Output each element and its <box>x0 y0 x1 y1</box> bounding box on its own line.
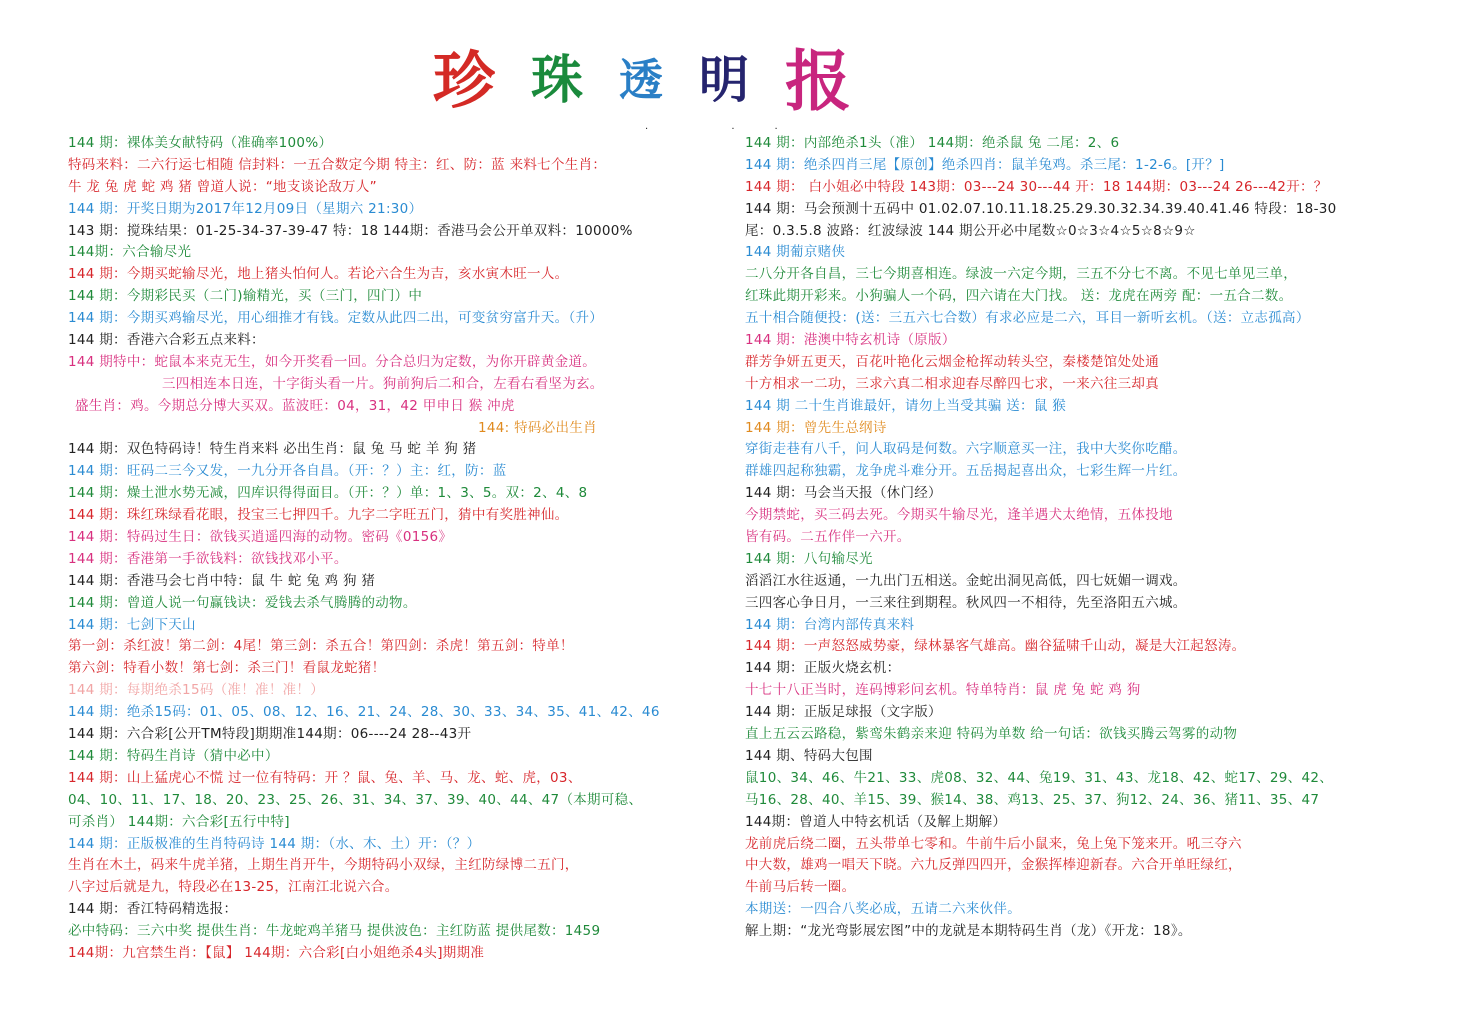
right-column <box>745 133 1435 943</box>
right-text-line: 144 期：台湾内部传真来料 <box>745 616 915 633</box>
left-text-line: 144 期：绝杀15码：01、05、08、12、16、21、24、28、30、33、34、35、41、42、46 <box>68 704 660 721</box>
right-text-line: 二八分开各自昌，三七今期喜相连。绿波一六定今期，三五不分七不离。不见七单见三单， <box>745 266 1297 283</box>
right-text-line: 144 期：曾先生总纲诗 <box>745 419 887 436</box>
left-text-line: 04、10、11、17、18、20、23、25、26、31、34、37、39、40、44、47（本期可稳、 <box>68 791 643 808</box>
right-text-line: 今期禁蛇，买三码去死。今期买牛输尽光，逢羊遇犬太绝情，五体投地 <box>745 507 1173 524</box>
right-text-line: 144 期、特码大包围 <box>745 747 873 764</box>
right-text-line: 直上五云云路稳，紫鸾朱鹤亲来迎 特码为单数 给一句话：欲钱买腾云驾雾的动物 <box>745 726 1238 743</box>
right-text-line: 144 期：一声怒怒威势豪，绿林暴客气雄高。幽谷猛啸千山动，凝是大江起怒涛。 <box>745 638 1246 655</box>
right-text-line: 马16、28、40、羊15、39、猴14、38、鸡13、25、37、狗12、24、36、猪11、35、47 <box>745 791 1320 808</box>
left-text-line: 144 期：开奖日期为2017年12月09日（星期六 21:30） <box>68 200 423 217</box>
left-text-line: 144 期：香港马会七肖中特：鼠 牛 蛇 兔 鸡 狗 猪 <box>68 572 376 589</box>
title-char: 报 <box>785 42 862 120</box>
newspaper-title <box>0 28 1320 123</box>
left-text-line: 144 期：六合彩[公开TM特段]期期准144期：06----24 28--43开 <box>68 726 472 743</box>
right-text-line: 144 期：港澳中特玄机诗（原版） <box>745 332 956 349</box>
left-text-line: 144: 特码必出生肖 <box>478 419 597 436</box>
left-text-line: 生肖在木土，码来牛虎羊猪，上期生肖开牛，今期特码小双绿，主红防绿博二五门， <box>68 857 579 874</box>
right-text-line: 解上期：“龙光弯影展宏图”中的龙就是本期特码生肖（龙）《开龙：18》。 <box>745 923 1192 940</box>
title-char: 珍 <box>432 44 505 117</box>
left-text-line: 144 期：今期买蛇输尽光，地上猪头怕何人。若论六合生为吉，亥水寅木旺一人。 <box>68 266 569 283</box>
left-text-line: 144 期：山上猛虎心不慌 过一位有特码：开 ？鼠、兔、羊、马、龙、蛇、虎，03、 <box>68 769 582 786</box>
left-text-line: 144 期：燥土泄水势无减，四库识得得面目。（开：？）单：1、3、5。双：2、4、8 <box>68 485 588 502</box>
left-text-line: 144期：六合输尽光 <box>68 244 192 261</box>
right-text-line: 144 期：正版足球报（文字版） <box>745 704 942 721</box>
left-text-line: 144 期：每期绝杀15码（准！准！准！） <box>68 682 325 699</box>
left-text-line: 144 期：七剑下天山 <box>68 616 196 633</box>
left-text-line: 第一剑：杀红波！第二剑：4尾！第三剑：杀五合！第四剑：杀虎！第五剑：特单！ <box>68 638 574 655</box>
left-text-line: 144 期：今期彩民买（二门)输精光，买（三门，四门）中 <box>68 288 423 305</box>
left-text-line: 144 期：特码过生日：欲钱买逍遥四海的动物。密码《0156》 <box>68 529 453 546</box>
decorative-dots: · ·· <box>645 124 818 135</box>
right-text-line: 穿街走巷有八千，问人取码是何数。六字顺意买一注，我中大奖你吃醋。 <box>745 441 1187 458</box>
left-column <box>68 133 728 965</box>
right-text-line: 144 期：马会预测十五码中 01.02.07.10.11.18.25.29.30.32.34.39.40.41.46 特段：18-30 <box>745 200 1337 217</box>
right-text-line: 龙前虎后绕二圈，五头带单七零和。牛前牛后小鼠来，兔上兔下笼来开。吼三夺六 <box>745 835 1242 852</box>
left-text-line: 牛 龙 兔 虎 蛇 鸡 猪 曾道人说：“地支谈论敌万人” <box>68 178 377 195</box>
right-text-line: 群芳争妍五更天，百花叶艳化云烟金枪挥动转头空，秦楼楚馆处处通 <box>745 353 1159 370</box>
left-text-line: 三四相连本日连，十字街头看一片。狗前狗后二和合，左看右看坚为玄。 <box>162 375 604 392</box>
right-text-line: 十七十八正当时，连码博彩问玄机。特单特肖：鼠 虎 兔 蛇 鸡 狗 <box>745 682 1141 699</box>
left-text-line: 144 期：特码生肖诗（猜中必中） <box>68 747 279 764</box>
left-text-line: 143 期：搅珠结果：01-25-34-37-39-47 特：18 144期：香港马会公开单双料：10000% <box>68 222 633 239</box>
right-text-line: 本期送：一四合八奖必成，五请二六来伙伴。 <box>745 901 1021 918</box>
right-text-line: 144 期葡京赌侠 <box>745 244 846 261</box>
right-text-line: 三四客心争日月，一三来往到期程。秋风四一不相待，先至洛阳五六城。 <box>745 594 1187 611</box>
left-text-line: 144 期：裸体美女献特码（准确率100%） <box>68 135 333 151</box>
right-text-line: 尾：0.3.5.8 波路：红波绿波 144 期公开必中尾数☆0☆3☆4☆5☆8☆9☆ <box>745 222 1196 239</box>
right-text-line: 144期：曾道人中特玄机话（及解上期解） <box>745 813 1007 830</box>
right-text-line: 五十相合随便投：(送：三五六七合数）有求必应是二六，耳目一新听玄机。（送：立志孤高） <box>745 310 1310 327</box>
right-text-line: 十方相求一二功，三求六真二相求迎春尽醉四七求，一来六往三却真 <box>745 375 1159 392</box>
left-text-line: 可杀肖） 144期：六合彩[五行中特] <box>68 813 290 830</box>
right-text-line: 滔滔江水往返通，一九出门五相送。金蛇出洞见高低，四七妩媚一调戏。 <box>745 572 1187 589</box>
left-text-line: 144 期：双色特码诗！特生肖来料 必出生肖：鼠 兔 马 蛇 羊 狗 猪 <box>68 441 477 458</box>
right-text-line: 144 期：内部绝杀1头（准） 144期：绝杀鼠 兔 二尾：2、6 <box>745 135 1120 151</box>
title-char: 明 <box>699 49 760 109</box>
left-text-line: 八字过后就是九，特段必在13-25，江南江北说六合。 <box>68 879 399 896</box>
left-text-line: 144 期特中：蛇鼠本来克无生，如今开奖看一回。分合总归为定数，为你开辟黄金道。 <box>68 353 597 370</box>
right-text-line: 牛前马后转一圈。 <box>745 879 856 896</box>
left-text-line: 144 期：珠红珠绿看花眼，投宝三七押四千。九字二字旺五门，猜中有奖胜神仙。 <box>68 507 569 524</box>
right-text-line: 中大数，雄鸡一唱天下晓。六九反弹四四开，金猴挥棒迎新春。六合开单旺绿红， <box>745 857 1242 874</box>
right-text-line: 红珠此期开彩来。小狗骗人一个码，四六请在大门找。 送：龙虎在两旁 配：一五合二数。 <box>745 288 1293 305</box>
right-text-line: 144 期： 白小姐必中特段 143期：03---24 30---44 开：18 144期：03---24 26---42开：？ <box>745 178 1328 195</box>
right-text-line: 鼠10、34、46、牛21、33、虎08、32、44、兔19、31、43、龙18、42、蛇17、29、42、 <box>745 769 1334 786</box>
left-text-line: 144期：九宫禁生肖：【鼠】 144期：六合彩[白小姐绝杀4头]期期准 <box>68 944 485 961</box>
right-text-line: 群雄四起称独霸，龙争虎斗难分开。五岳揭起喜出众，七彩生辉一片红。 <box>745 463 1187 480</box>
title-char: 珠 <box>531 50 594 111</box>
left-text-line: 144 期：香港六合彩五点来料： <box>68 332 265 349</box>
right-text-line: 144 期 二十生肖谁最奸，请勿上当受其骗 送：鼠 猴 <box>745 397 1067 414</box>
right-text-line: 144 期：绝杀四肖三尾【原创】绝杀四肖：鼠羊兔鸡。杀三尾：1-2-6。[开？] <box>745 156 1225 173</box>
left-text-line: 必中特码：三六中奖 提供生肖：牛龙蛇鸡羊猪马 提供波色：主红防蓝 提供尾数：1459 <box>68 923 601 940</box>
right-text-line: 144 期：正版火烧玄机： <box>745 660 901 677</box>
left-text-line: 盛生肖：鸡。今期总分博大买双。蓝波旺：04，31，42 甲申日 猴 冲虎 <box>75 397 515 414</box>
title-char: 透 <box>619 54 674 106</box>
left-text-line: 144 期：香江特码精选报： <box>68 901 238 918</box>
right-text-line: 144 期：八句输尽光 <box>745 550 873 567</box>
left-text-line: 144 期：曾道人说一句赢钱诀：爱钱去杀气腾腾的动物。 <box>68 594 417 611</box>
left-text-line: 144 期：正版极准的生肖特码诗 144 期：（水、木、土）开：（？） <box>68 835 481 852</box>
left-text-line: 144 期：香港第一手欲钱料：欲钱找邓小平。 <box>68 550 348 567</box>
left-text-line: 第六剑：特看小数！第七剑：杀三门！看鼠龙蛇猪！ <box>68 660 386 677</box>
left-text-line: 144 期：旺码二三今又发，一九分开各自昌。（开：？）主：红，防：蓝 <box>68 463 507 480</box>
right-text-line: 144 期：马会当天报（休门经） <box>745 485 942 502</box>
left-text-line: 特码来料：二六行运七相随 信封料：一五合数定今期 特主：红、防：蓝 来料七个生肖： <box>68 156 607 173</box>
right-text-line: 皆有码。二五作伴一六开。 <box>745 529 911 546</box>
left-text-line: 144 期：今期买鸡输尽光，用心细推才有钱。定数从此四二出，可变贫穷富升天。（升） <box>68 310 604 327</box>
